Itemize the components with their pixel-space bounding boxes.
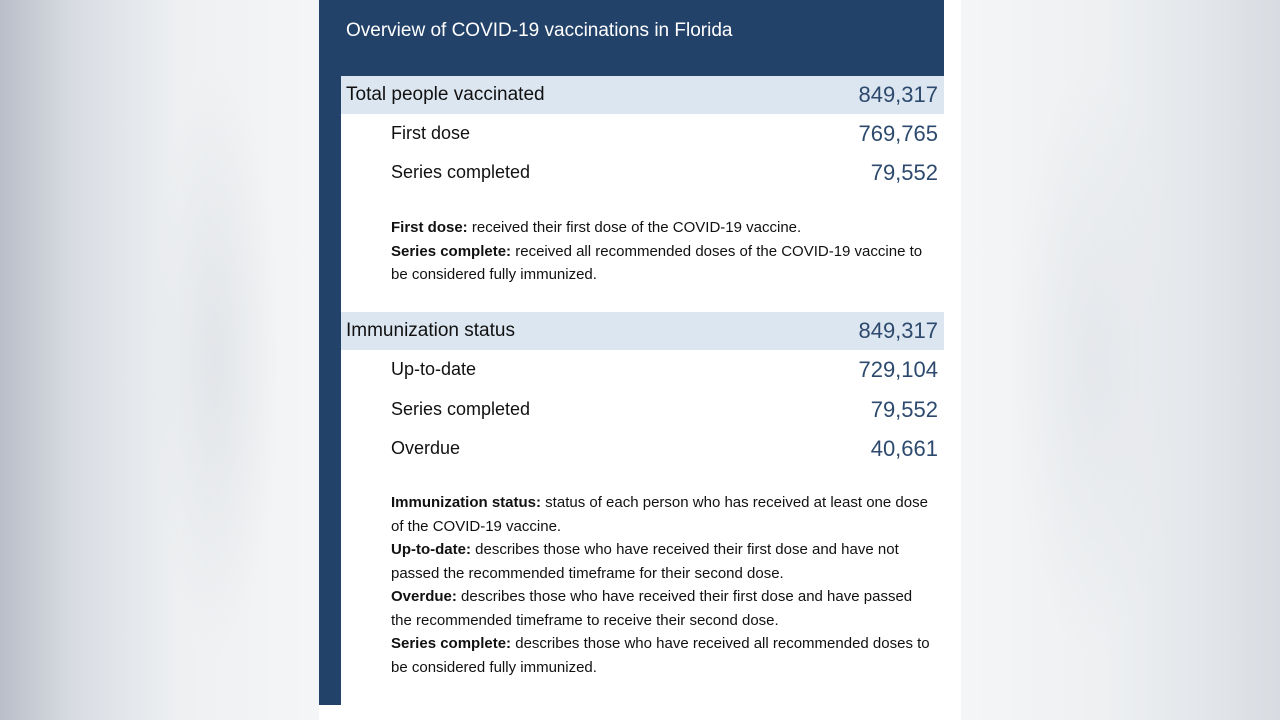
status-definitions <box>391 491 931 679</box>
first-dose-row <box>341 116 944 152</box>
vaccination-overview-card <box>319 0 961 720</box>
status-series-completed-label: Series completed <box>391 399 531 419</box>
page-title: Overview of COVID-19 vaccinations in Florida <box>346 20 733 41</box>
overdue-value: 40,661 <box>870 436 938 461</box>
up-to-date-row <box>341 352 944 388</box>
up-to-date-label: Up-to-date <box>391 359 477 379</box>
up-to-date-value: 729,104 <box>858 357 938 382</box>
background-blur-left <box>150 60 280 660</box>
definition-up-to-date: Up-to-date: describes those who have received their first dose and have not passed the recommended timeframe for their second dose. <box>391 541 899 582</box>
header-bar <box>319 0 944 76</box>
side-accent-bar <box>319 76 341 705</box>
overdue-row <box>341 431 944 467</box>
definition-overdue: Overdue: describes those who have received their first dose and have passed the recommended timeframe to receive their second dose. <box>391 588 913 629</box>
first-dose-label: First dose <box>391 123 471 143</box>
status-series-completed-value: 79,552 <box>870 397 938 422</box>
definition-first-dose: First dose: received their first dose of the COVID-19 vaccine. <box>391 219 802 236</box>
series-completed-label: Series completed <box>391 162 531 182</box>
total-vaccinated-label: Total people vaccinated <box>346 84 545 105</box>
total-vaccinated-header <box>341 76 944 114</box>
immunization-status-value: 849,317 <box>858 318 938 343</box>
immunization-status-header <box>341 312 944 350</box>
total-definitions <box>391 216 931 287</box>
first-dose-value: 769,765 <box>858 121 938 146</box>
definition-series-complete: Series complete: received all recommended doses of the COVID-19 vaccine to be considered fully immunized. <box>391 242 923 283</box>
immunization-status-label: Immunization status <box>346 320 515 341</box>
series-completed-row <box>341 155 944 191</box>
total-vaccinated-value: 849,317 <box>858 82 938 107</box>
definition-immunization-status: Immunization status: status of each person who has received at least one dose of the COVID-19 vaccine. <box>391 494 928 535</box>
series-completed-value: 79,552 <box>870 160 938 185</box>
status-series-completed-row <box>341 392 944 428</box>
background-blur-right <box>1010 60 1180 660</box>
definition-status-series-complete: Series complete: describes those who have received all recommended doses to be considered fully immunized. <box>391 635 930 676</box>
overdue-label: Overdue <box>391 438 461 458</box>
